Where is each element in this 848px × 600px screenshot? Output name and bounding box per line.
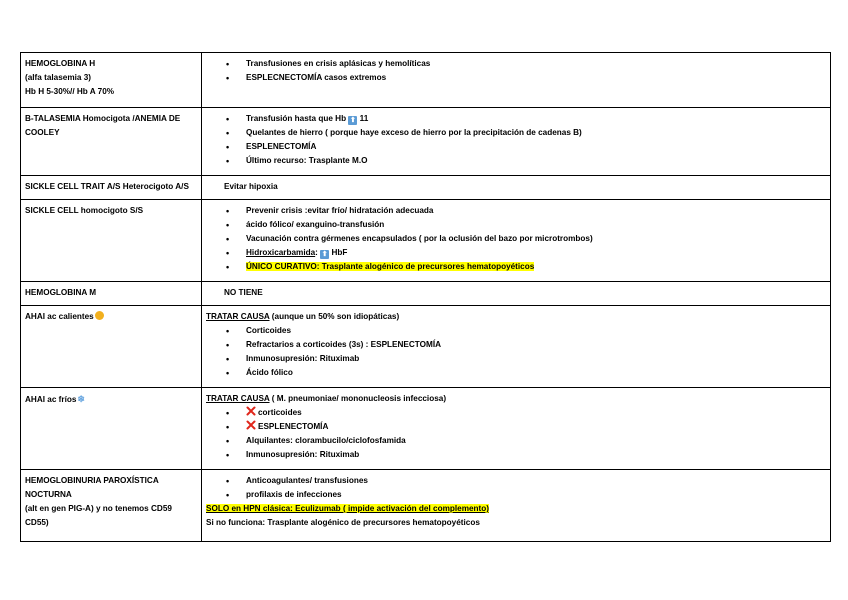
up-arrow-icon: ⬆ xyxy=(349,117,356,124)
list-item: • Anticoagulantes/ transfusiones xyxy=(206,474,826,488)
list-item: • ESPLENECTOMÍA xyxy=(206,420,826,434)
table-row xyxy=(21,108,831,176)
list-item: • Refractarios a corticoides (3s) : ESPLENECTOMÍA xyxy=(206,338,826,352)
row-content: TRATAR CAUSA (aunque un 50% son idiopáticas) • Corticoides • Refractarios a corticoides (3s) : ESPLENECTOMÍA • Inmunosupresión: Rituximab • Ácido fólico xyxy=(202,306,831,388)
treatment-table xyxy=(20,52,831,542)
table-row xyxy=(21,470,831,542)
list-item: • Corticoides xyxy=(206,324,826,338)
table-row xyxy=(21,176,831,200)
cross-mark-icon xyxy=(246,420,256,430)
table-row xyxy=(21,306,831,388)
list-item: • Transfusiones en crisis aplásicas y hemolíticas xyxy=(206,57,826,71)
list-item: • Último recurso: Trasplante M.O xyxy=(206,154,826,168)
row-content: TRATAR CAUSA ( M. pneumoniae/ mononucleosis infecciosa) • corticoides • ESPLENECTOMÍA • Alquilantes: clorambucilo/ciclofosfamida • Inmunosupresión: Rituximab xyxy=(202,388,831,470)
cross-mark-icon xyxy=(246,406,256,416)
list-item: • Hidroxicarbamida: ⬆ HbF xyxy=(206,246,826,260)
list-item: • Transfusión hasta que Hb ⬆ 11 xyxy=(206,112,826,126)
table-row xyxy=(21,53,831,108)
row-label: SICKLE CELL homocigoto S/S xyxy=(21,200,202,282)
list-item: • ácido fólico/ exanguino-transfusión xyxy=(206,218,826,232)
row-content: Evitar hipoxia xyxy=(202,176,831,200)
list-item: • ÚNICO CURATIVO: Trasplante alogénico de precursores hematopoyéticos xyxy=(206,260,826,274)
table-row xyxy=(21,282,831,306)
list-item: • Alquilantes: clorambucilo/ciclofosfamida xyxy=(206,434,826,448)
list-item: • Prevenir crisis :evitar frío/ hidratación adecuada xyxy=(206,204,826,218)
row-label: HEMOGLOBINA M xyxy=(21,282,202,306)
list-item: • ESPLECNECTOMÍA casos extremos xyxy=(206,71,826,85)
hot-face-icon xyxy=(95,311,104,320)
up-arrow-icon: ⬆ xyxy=(321,251,328,258)
table-row xyxy=(21,200,831,282)
row-content: NO TIENE xyxy=(202,282,831,306)
list-item: • Ácido fólico xyxy=(206,366,826,380)
table-row xyxy=(21,388,831,470)
row-content xyxy=(202,108,831,176)
row-content: • Anticoagulantes/ transfusiones • profilaxis de infecciones SOLO en HPN clásica: Eculizumab ( impide activación del complemento) Si no funciona: Trasplante alogénico de precursores hematopoyéticos xyxy=(202,470,831,542)
snowflake-icon: ❄ xyxy=(77,394,85,404)
list-item: • Inmunosupresión: Rituximab xyxy=(206,352,826,366)
row-label: B-TALASEMIA Homocigota /ANEMIA DE COOLEY xyxy=(21,108,202,176)
row-label: HEMOGLOBINA H (alfa talasemia 3) Hb H 5-30%// Hb A 70% xyxy=(21,53,202,108)
list-item: • Vacunación contra gérmenes encapsulados ( por la oclusión del bazo por microtrombos) xyxy=(206,232,826,246)
row-label: SICKLE CELL TRAIT A/S Heterocigoto A/S xyxy=(21,176,202,200)
list-item: • ESPLENECTOMÍA xyxy=(206,140,826,154)
row-content xyxy=(202,53,831,108)
document-page xyxy=(20,52,826,542)
row-label: HEMOGLOBINURIA PAROXÍSTICA NOCTURNA (alt en gen PIG-A) y no tenemos CD59 CD55) xyxy=(21,470,202,542)
list-item: • profilaxis de infecciones xyxy=(206,488,826,502)
list-item: • Inmunosupresión: Rituximab xyxy=(206,448,826,462)
row-label: AHAI ac calientes xyxy=(21,306,202,388)
row-label: AHAI ac fríos❄ xyxy=(21,388,202,470)
row-content xyxy=(202,200,831,282)
list-item: • Quelantes de hierro ( porque haye exceso de hierro por la precipitación de cadenas B) xyxy=(206,126,826,140)
list-item: • corticoides xyxy=(206,406,826,420)
